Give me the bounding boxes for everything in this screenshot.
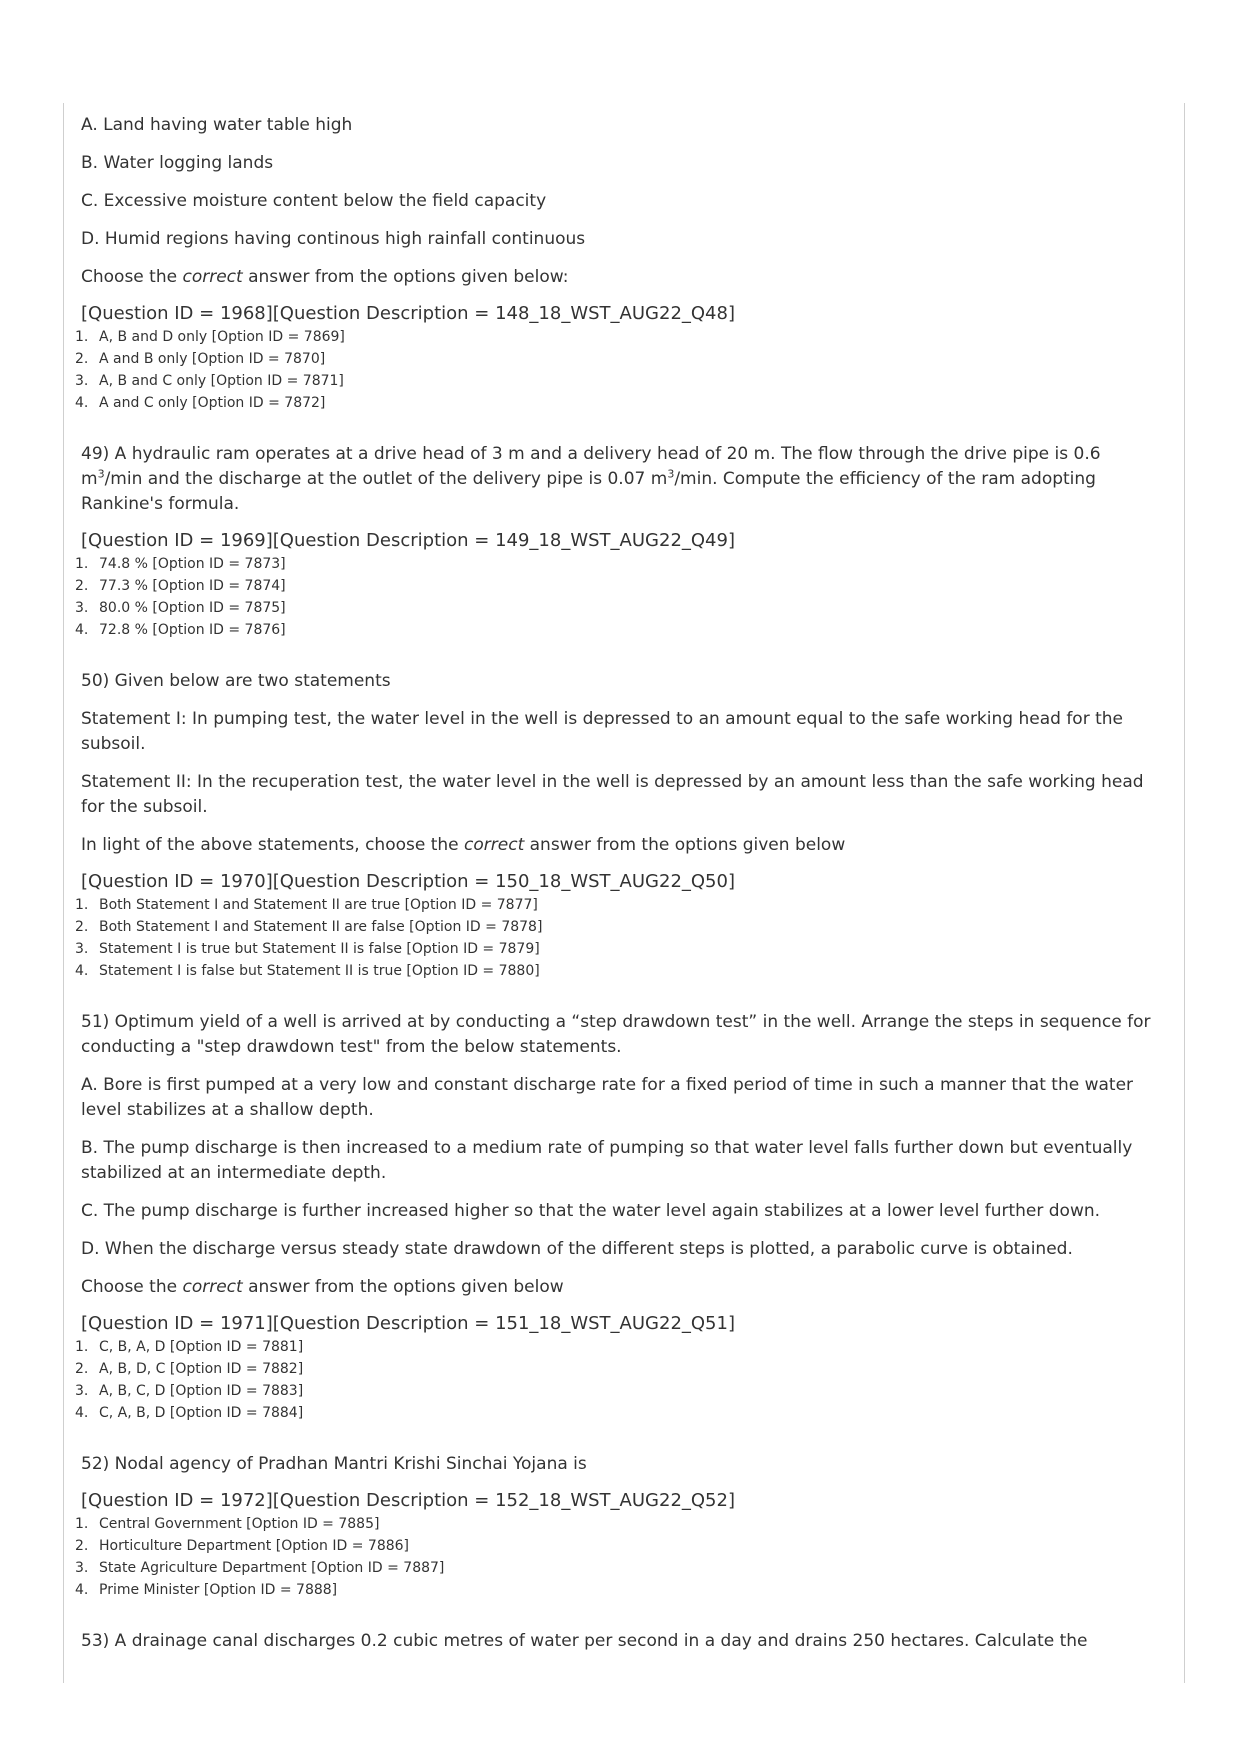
options-list xyxy=(75,1513,1161,1601)
question-id: [Question ID = 1969][Question Description = 149_18_WST_AUG22_Q49] xyxy=(81,530,735,551)
instruction-emphasis: correct xyxy=(182,267,243,287)
instruction-text: answer from the options given below xyxy=(242,1277,564,1297)
option-text: Statement I is true but Statement II is false [Option ID = 7879] xyxy=(99,941,540,957)
question-id: [Question ID = 1971][Question Description = 151_18_WST_AUG22_Q51] xyxy=(81,1313,735,1334)
option-item xyxy=(75,1557,1161,1579)
option-text: 72.8 % [Option ID = 7876] xyxy=(99,622,286,638)
option-text: C, A, B, D [Option ID = 7884] xyxy=(99,1405,304,1421)
statement-b: B. Water logging lands xyxy=(81,153,274,173)
option-number: 4. xyxy=(75,1582,89,1598)
question-title: 53) A drainage canal discharges 0.2 cubic metres of water per second in a day and drains 250 hectares. Calculate the xyxy=(81,1631,1088,1651)
option-text: Statement I is false but Statement II is true [Option ID = 7880] xyxy=(99,963,540,979)
option-item xyxy=(75,894,1161,916)
instruction-emphasis: correct xyxy=(182,1277,243,1297)
option-number: 1. xyxy=(75,329,89,345)
statement-c: C. Excessive moisture content below the field capacity xyxy=(81,191,547,211)
statement-a: A. Bore is first pumped at a very low and constant discharge rate for a fixed period of time in such a manner that the water level stabilizes at a shallow depth. xyxy=(81,1075,1134,1120)
option-item xyxy=(75,370,1161,392)
option-number: 1. xyxy=(75,1339,89,1355)
option-number: 2. xyxy=(75,919,89,935)
option-text: A, B, C, D [Option ID = 7883] xyxy=(99,1383,304,1399)
option-item xyxy=(75,916,1161,938)
instruction-text: In light of the above statements, choose the xyxy=(81,835,465,855)
options-list xyxy=(75,1336,1161,1424)
question-51 xyxy=(75,1010,1161,1424)
option-item xyxy=(75,1579,1161,1601)
statement-c: C. The pump discharge is further increased higher so that the water level again stabilizes at a lower level further down. xyxy=(81,1201,1101,1221)
question-50 xyxy=(75,669,1161,982)
options-list xyxy=(75,894,1161,982)
option-number: 2. xyxy=(75,351,89,367)
options-list xyxy=(75,553,1161,641)
option-item xyxy=(75,1336,1161,1358)
option-number: 2. xyxy=(75,578,89,594)
option-item xyxy=(75,326,1161,348)
option-text: 74.8 % [Option ID = 7873] xyxy=(99,556,286,572)
option-number: 4. xyxy=(75,963,89,979)
option-text: A and B only [Option ID = 7870] xyxy=(99,351,326,367)
statement-d: D. Humid regions having continous high rainfall continuous xyxy=(81,229,586,249)
option-number: 3. xyxy=(75,600,89,616)
option-number: 2. xyxy=(75,1538,89,1554)
option-item xyxy=(75,1380,1161,1402)
option-item xyxy=(75,960,1161,982)
question-title: 50) Given below are two statements xyxy=(81,671,391,691)
option-text: Both Statement I and Statement II are false [Option ID = 7878] xyxy=(99,919,543,935)
option-item xyxy=(75,392,1161,414)
superscript: 3 xyxy=(667,467,675,481)
question-text: /min and the discharge at the outlet of the delivery pipe is 0.07 m xyxy=(104,469,668,489)
question-title: 52) Nodal agency of Pradhan Mantri Krishi Sinchai Yojana is xyxy=(81,1454,587,1474)
option-item xyxy=(75,553,1161,575)
statement-d: D. When the discharge versus steady state drawdown of the different steps is plotted, a parabolic curve is obtained. xyxy=(81,1239,1073,1259)
option-text: State Agriculture Department [Option ID = 7887] xyxy=(99,1560,445,1576)
instruction-text: Choose the xyxy=(81,1277,183,1297)
option-text: Prime Minister [Option ID = 7888] xyxy=(99,1582,338,1598)
statement-b: B. The pump discharge is then increased to a medium rate of pumping so that water level falls further down but eventually stabilized at an intermediate depth. xyxy=(81,1138,1133,1183)
option-text: A, B and D only [Option ID = 7869] xyxy=(99,329,345,345)
question-49 xyxy=(75,442,1161,641)
question-id: [Question ID = 1970][Question Description = 150_18_WST_AUG22_Q50] xyxy=(81,871,735,892)
option-item xyxy=(75,1535,1161,1557)
option-text: Horticulture Department [Option ID = 7886] xyxy=(99,1538,409,1554)
option-text: C, B, A, D [Option ID = 7881] xyxy=(99,1339,304,1355)
option-item xyxy=(75,1402,1161,1424)
question-id: [Question ID = 1968][Question Description = 148_18_WST_AUG22_Q48] xyxy=(81,303,735,324)
question-text: 49) A hydraulic ram operates at a drive head of 3 m and a delivery head of 20 m. The flow through the drive pipe is 0.6 m xyxy=(81,444,1101,489)
instruction-text: answer from the options given below: xyxy=(242,267,569,287)
choose-instruction xyxy=(81,265,1161,290)
option-item xyxy=(75,619,1161,641)
option-number: 1. xyxy=(75,556,89,572)
option-text: 77.3 % [Option ID = 7874] xyxy=(99,578,286,594)
question-id: [Question ID = 1972][Question Description = 152_18_WST_AUG22_Q52] xyxy=(81,1490,735,1511)
option-number: 2. xyxy=(75,1361,89,1377)
option-number: 4. xyxy=(75,1405,89,1421)
option-item xyxy=(75,938,1161,960)
option-number: 3. xyxy=(75,941,89,957)
choose-instruction xyxy=(81,833,1161,858)
question-53 xyxy=(81,1629,1161,1654)
option-text: Central Government [Option ID = 7885] xyxy=(99,1516,380,1532)
question-52 xyxy=(75,1452,1161,1601)
question-text: /min. Compute the efficiency of the ram adopting Rankine's formula. xyxy=(81,469,1096,514)
option-number: 3. xyxy=(75,373,89,389)
option-item xyxy=(75,1513,1161,1535)
choose-instruction xyxy=(81,1275,1161,1300)
instruction-text: Choose the xyxy=(81,267,183,287)
superscript: 3 xyxy=(97,467,105,481)
instruction-emphasis: correct xyxy=(464,835,525,855)
statement-1: Statement I: In pumping test, the water level in the well is depressed to an amount equal to the safe working head for the subsoil. xyxy=(81,709,1123,754)
option-item xyxy=(75,1358,1161,1380)
option-text: A, B and C only [Option ID = 7871] xyxy=(99,373,344,389)
option-number: 3. xyxy=(75,1560,89,1576)
option-item xyxy=(75,597,1161,619)
option-item xyxy=(75,575,1161,597)
option-item xyxy=(75,348,1161,370)
option-text: A and C only [Option ID = 7872] xyxy=(99,395,326,411)
instruction-text: answer from the options given below xyxy=(524,835,846,855)
option-text: A, B, D, C [Option ID = 7882] xyxy=(99,1361,304,1377)
option-number: 3. xyxy=(75,1383,89,1399)
option-number: 1. xyxy=(75,897,89,913)
option-text: 80.0 % [Option ID = 7875] xyxy=(99,600,286,616)
option-number: 4. xyxy=(75,622,89,638)
question-content xyxy=(75,113,1161,1667)
option-number: 4. xyxy=(75,395,89,411)
statement-2: Statement II: In the recuperation test, the water level in the well is depressed by an amount less than the safe working head for the subsoil. xyxy=(81,772,1144,817)
question-48 xyxy=(75,113,1161,414)
question-title: 51) Optimum yield of a well is arrived at by conducting a “step drawdown test” in the well. Arrange the steps in sequence for conducting a "step drawdown test" from the below statements. xyxy=(81,1012,1151,1057)
statement-a: A. Land having water table high xyxy=(81,115,353,135)
question-title xyxy=(81,442,1161,517)
option-text: Both Statement I and Statement II are true [Option ID = 7877] xyxy=(99,897,538,913)
option-number: 1. xyxy=(75,1516,89,1532)
options-list xyxy=(75,326,1161,414)
